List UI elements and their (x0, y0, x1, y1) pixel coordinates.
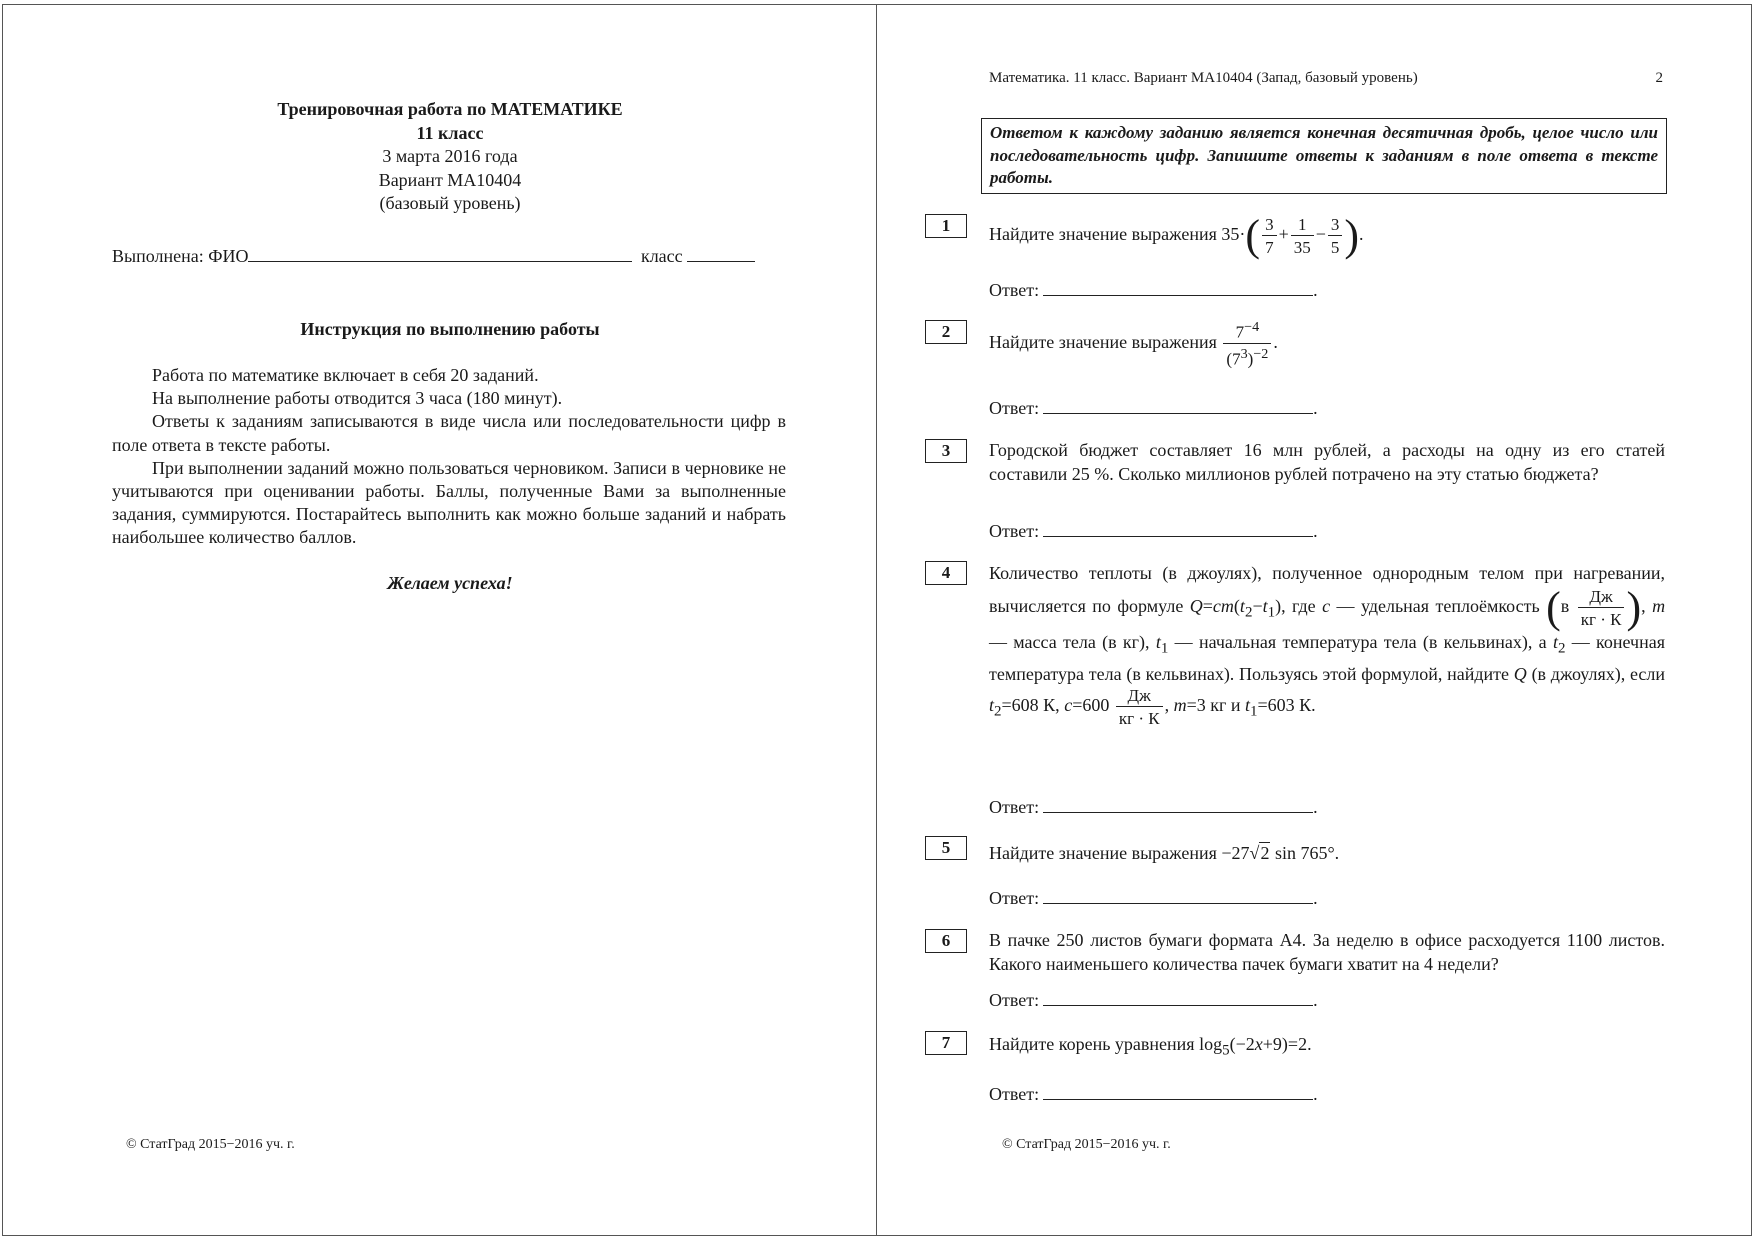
answer-row: Ответ: . (989, 888, 1318, 908)
header-text: Математика. 11 класс. Вариант МА10404 (Запад, базовый уровень) (989, 70, 1418, 86)
copyright: © СтатГрад 2015−2016 уч. г. (126, 1137, 295, 1152)
math-expression: $\frac{7^{-4}}{(7^3)^{-2}}$ . (1221, 332, 1277, 352)
math-expression: −27√2 sin 765°. (1221, 843, 1340, 863)
wish-text: Желаем успеха! (387, 573, 513, 593)
title-block (112, 98, 788, 216)
answer-row: Ответ: . (989, 1084, 1318, 1104)
page-title: Тренировочная работа по МАТЕМАТИКЕ (277, 99, 623, 119)
math-expression: $\log_5(-2x+9)=2$. (1199, 1034, 1312, 1059)
answer-row: Ответ: . (989, 797, 1318, 817)
fio-row (112, 245, 802, 267)
instruction-paragraph: Ответы к заданиям записываются в виде числа или последовательности цифр в поле ответа в тексте работы. (112, 411, 786, 455)
task-number: 2 (925, 320, 967, 344)
level-label: (базовый уровень) (379, 193, 521, 213)
task-number: 6 (925, 929, 967, 953)
task-text: Городской бюджет составляет 16 млн рублей, а расходы на одну из его статей составили 25 %. Сколько миллионов рублей потрачено на эту статью бюджета? (989, 440, 1665, 484)
task-number: 7 (925, 1031, 967, 1055)
answer-row: Ответ: . (989, 990, 1318, 1010)
instruction-paragraph: На выполнение работы отводится 3 часа (180 минут). (152, 388, 563, 409)
class-field[interactable] (687, 245, 755, 262)
grade-label: 11 класс (416, 122, 484, 143)
answer-row: Ответ: . (989, 521, 1318, 541)
task-number: 5 (925, 836, 967, 860)
page-number: 2 (1655, 70, 1663, 86)
task-text: Найдите корень уравнения $\log_5(-2x+9)=2$. (989, 1034, 1312, 1059)
answer-field[interactable] (1043, 281, 1313, 296)
answer-field[interactable] (1043, 889, 1313, 904)
answer-field[interactable] (1043, 991, 1313, 1006)
answer-field[interactable] (1043, 399, 1313, 414)
answer-field[interactable] (1043, 798, 1313, 813)
exam-date: 3 марта 2016 года (382, 146, 518, 166)
task-text: Количество теплоты (в джоулях), полученное однородным телом при нагревании, вычисляется по формуле $Q=cm(t_2-t_1)$, где c — удельная теплоёмкость (в $\frac{Дж}{кг \cdot К}$ ), m — масса тела (в кг), $t_1$ — начальная температура тела (в кельвинах), а $t_2$ — конечная температура тела (в кельвинах). Пользуясь этой формулой, найдите Q (в джоулях), если $t_2=608$ К, c=600 $\frac{Дж}{кг \cdot К}$ , m=3 кг и $t_1=603$ К. (989, 563, 1666, 728)
task-text: В пачке 250 листов бумаги формата А4. За неделю в офисе расходуется 1100 листов. Какого наименьшего количества пачек бумаги хватит на 4 недели? (989, 930, 1665, 974)
math-expression: 35·( $\frac{3}{7}$ + $\frac{1}{35}$ − $\frac{3}{5}$ ). (1221, 211, 1364, 260)
task-text: Найдите значение выражения 35·( $\frac{3}{7}$ + $\frac{1}{35}$ − $\frac{3}{5}$ ). (989, 211, 1364, 260)
task-text: Найдите значение выражения −27√2 sin 765°. (989, 843, 1340, 863)
task-number: 4 (925, 561, 967, 585)
answer-field[interactable] (1043, 522, 1313, 537)
fio-label: Выполнена: ФИО (112, 246, 249, 266)
task-number: 1 (925, 214, 967, 238)
answer-row: Ответ: . (989, 398, 1318, 418)
fio-field[interactable] (248, 245, 632, 262)
task-number: 3 (925, 439, 967, 463)
answer-notice: Ответом к каждому заданию является конечная десятичная дробь, целое число или последовательность цифр. Запишите ответы к заданиям в поле ответа в тексте работы. (981, 118, 1667, 194)
right-page (877, 0, 1754, 1239)
task-text: Найдите значение выражения $\frac{7^{-4}}{(7^3)^{-2}}$ . (989, 319, 1278, 369)
running-header (989, 70, 1663, 87)
instruction-paragraph: При выполнении заданий можно пользоваться черновиком. Записи в черновике не учитываются при оценивании работы. Баллы, полученные Вами за выполненные задания, суммируются. Постарайтесь выполнить как можно больше заданий и набрать наибольшее количество баллов. (112, 457, 786, 548)
answer-row: Ответ: . (989, 280, 1318, 300)
left-page (0, 0, 876, 1239)
copyright: © СтатГрад 2015−2016 уч. г. (1002, 1137, 1171, 1152)
answer-field[interactable] (1043, 1085, 1313, 1100)
instruction-paragraph: Работа по математике включает в себя 20 заданий. (152, 365, 539, 385)
class-label: класс (640, 246, 683, 266)
variant-label: Вариант МА10404 (378, 169, 522, 190)
instruction-title: Инструкция по выполнению работы (300, 319, 600, 339)
instruction-text (112, 364, 786, 550)
